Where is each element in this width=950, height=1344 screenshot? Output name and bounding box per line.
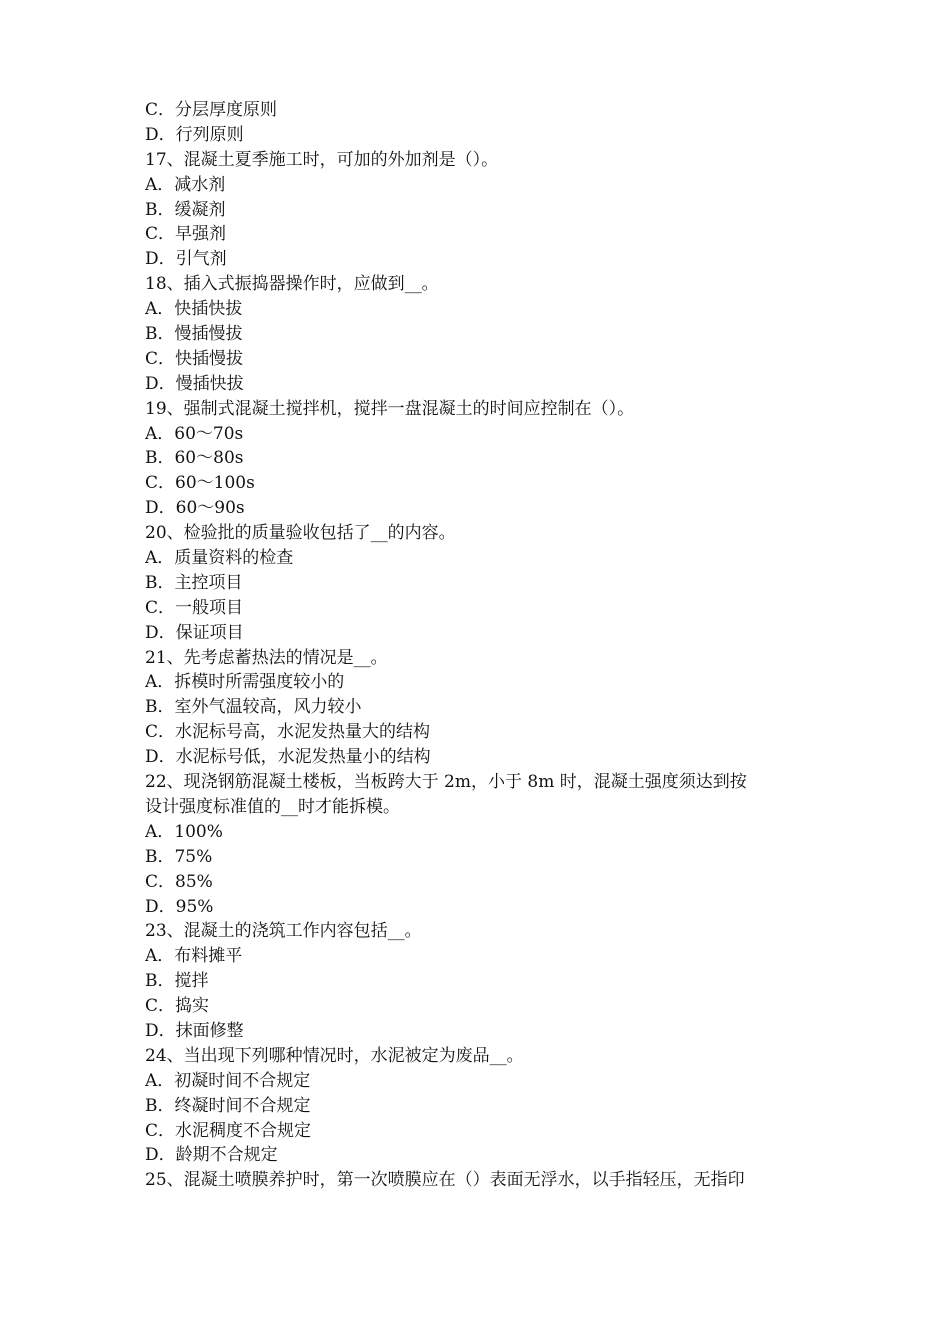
answer-option: C．水泥稠度不合规定 [145, 1120, 312, 1141]
answer-option: C．快插慢拔 [145, 348, 244, 369]
answer-option: B．搅拌 [145, 971, 209, 992]
question-text: 19、强制式混凝土搅拌机，搅拌一盘混凝土的时间应控制在（）。 [145, 398, 635, 419]
answer-option: D．龄期不合规定 [145, 1145, 278, 1166]
answer-option: B．主控项目 [145, 572, 243, 593]
question-text: 22、现浇钢筋混凝土楼板，当板跨大于 2m，小于 8m 时，混凝土强度须达到按 [145, 772, 747, 793]
answer-option: C．60～100s [145, 473, 255, 494]
question-text: 设计强度标准值的__时才能拆模。 [145, 796, 400, 817]
question-list [145, 98, 817, 1193]
answer-option: B．60～80s [145, 448, 244, 469]
answer-option: C．85% [145, 871, 213, 892]
answer-option: A．减水剂 [145, 174, 226, 195]
answer-option: B．室外气温较高，风力较小 [145, 697, 362, 718]
answer-option: C．早强剂 [145, 224, 227, 245]
answer-option: D．60～90s [145, 498, 245, 519]
answer-option: D．95% [145, 896, 214, 917]
answer-option: D．行列原则 [145, 124, 244, 145]
answer-option: A．初凝时间不合规定 [145, 1070, 311, 1091]
question-text: 25、混凝土喷膜养护时，第一次喷膜应在（）表面无浮水，以手指轻压，无指印 [145, 1170, 745, 1191]
answer-option: B．慢插慢拔 [145, 324, 243, 345]
answer-option: B．终凝时间不合规定 [145, 1095, 311, 1116]
answer-option: C．捣实 [145, 996, 210, 1017]
answer-option: A．布料摊平 [145, 946, 243, 967]
answer-option: C．水泥标号高，水泥发热量大的结构 [145, 722, 431, 743]
question-text: 24、当出现下列哪种情况时，水泥被定为废品__。 [145, 1045, 524, 1066]
answer-option: D．引气剂 [145, 249, 227, 270]
answer-option: B．缓凝剂 [145, 199, 226, 220]
question-text: 23、混凝土的浇筑工作内容包括__。 [145, 921, 422, 942]
answer-option: D．抹面修整 [145, 1020, 244, 1041]
answer-option: A．100% [145, 821, 223, 842]
answer-option: A．质量资料的检查 [145, 548, 294, 569]
answer-option: C．一般项目 [145, 597, 244, 618]
answer-option: C．分层厚度原则 [145, 100, 278, 120]
question-text: 20、检验批的质量验收包括了__的内容。 [145, 523, 456, 544]
answer-option: D．保证项目 [145, 622, 244, 643]
question-text: 21、先考虑蓄热法的情况是__。 [145, 647, 388, 668]
question-text: 17、混凝土夏季施工时，可加的外加剂是（）。 [145, 149, 499, 170]
answer-option: D．水泥标号低，水泥发热量小的结构 [145, 747, 431, 768]
answer-option: A．60～70s [145, 423, 244, 444]
question-text: 18、插入式振捣器操作时，应做到__。 [145, 274, 439, 295]
answer-option: B．75% [145, 846, 213, 867]
answer-option: D．慢插快拔 [145, 373, 244, 394]
answer-option: A．快插快拔 [145, 299, 243, 320]
answer-option: A．拆模时所需强度较小的 [145, 672, 345, 693]
